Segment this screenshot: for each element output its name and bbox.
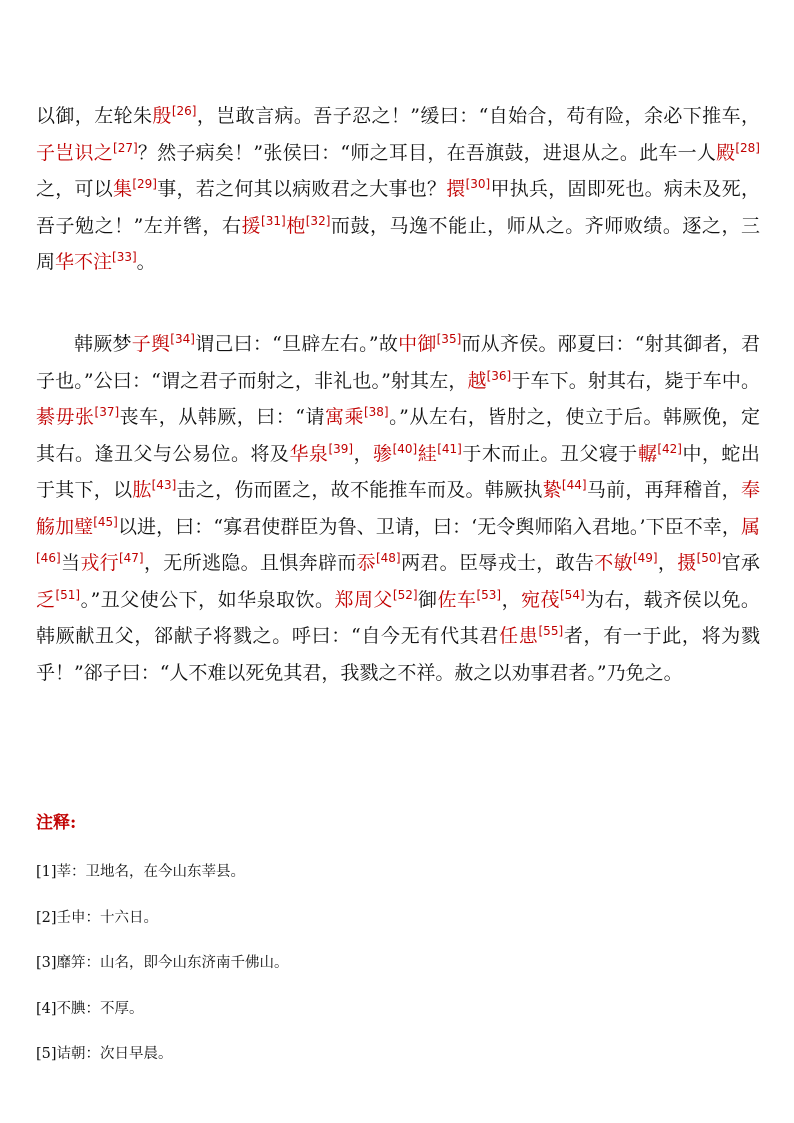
text-run: 于车下。射其右，毙于车中。 <box>511 369 760 392</box>
text-run: 以进，曰：“寡君使群臣为鲁、卫请，曰：‘无令舆师陷入君地。’下臣不幸， <box>117 515 741 538</box>
text-run: 。”从左右，皆肘之，使立于后。韩厥俛，定其右。逢丑父与公易位。将及 <box>36 406 760 465</box>
annotated-term: 援 <box>241 214 262 237</box>
text-run: 。 <box>136 251 156 273</box>
annotated-term: 寓乘 <box>324 406 364 428</box>
text-run: 甲执兵，固即死也。病未及死，吾子勉之！”左并辔，右 <box>36 178 760 237</box>
annotated-term: 絓 <box>417 442 438 465</box>
annotated-term: 骖 <box>373 442 393 465</box>
annotated-term: 枹 <box>285 214 306 237</box>
annotated-term: 子舆 <box>131 333 171 355</box>
footnote-marker: [41] <box>437 441 462 456</box>
footnote-marker: [32] <box>305 213 331 228</box>
text-run: 两君。臣辱戎士，敢告 <box>400 552 595 574</box>
annotated-term: 戎行 <box>80 552 119 574</box>
paragraph-1 <box>36 98 760 281</box>
text-run: ，岂敢言病。吾子忍之！”缓曰：“自始合，苟有险，余必下推车， <box>196 105 760 127</box>
annotated-term: 轏 <box>637 442 658 465</box>
footnote-marker: [49] <box>632 551 658 565</box>
footnote-marker: [54] <box>560 587 585 602</box>
footnote-marker: [47] <box>118 551 144 565</box>
annotated-term: 子岂识之 <box>36 141 114 164</box>
annotated-term: 絷 <box>542 479 562 501</box>
annotated-term: 集 <box>113 178 133 200</box>
text-run: 以御，左轮朱 <box>36 105 153 127</box>
note-item: [3]靡笄：山名，即今山东济南千佛山。 <box>36 955 289 971</box>
footnote-marker: [51] <box>55 587 81 602</box>
text-run: 事，若之何其以病败君之大事也？ <box>157 178 447 200</box>
text-run: 之，可以 <box>36 178 114 200</box>
annotated-term: 肱 <box>132 479 152 501</box>
footnote-marker: [36] <box>486 368 512 383</box>
footnote-marker: [26] <box>171 104 197 118</box>
footnote-marker: [53] <box>476 587 502 602</box>
annotated-term: 擐 <box>446 178 466 200</box>
annotated-term: 中御 <box>398 333 437 355</box>
text-run: ， <box>353 442 374 465</box>
annotated-term: 华泉 <box>289 442 329 465</box>
annotated-term: 奉觞加璧 <box>36 479 760 538</box>
footnote-marker: [52] <box>392 587 418 602</box>
footnote-marker: [42] <box>657 441 682 456</box>
footnote-marker: [31] <box>261 213 286 228</box>
text-run: 官承 <box>721 552 760 574</box>
text-run: 谓己曰：“旦辟左右。”故 <box>194 333 399 355</box>
note-item: [5]诘朝：次日早晨。 <box>36 1046 173 1062</box>
footnote-marker: [55] <box>538 624 564 638</box>
footnote-marker: [29] <box>132 177 157 191</box>
text-run: 当 <box>60 552 81 574</box>
annotated-term: 宛茷 <box>521 588 560 611</box>
footnote-marker: [40] <box>392 441 418 456</box>
paragraph-2 <box>36 326 760 691</box>
text-run: 于木而止。丑父寝于 <box>461 442 638 465</box>
footnote-marker: [48] <box>375 551 401 565</box>
footnote-marker: [38] <box>363 405 389 419</box>
text-run: 御 <box>417 588 438 611</box>
annotated-term: 乏 <box>36 588 56 611</box>
text-run: ， <box>657 552 678 574</box>
annotated-term: 越 <box>467 369 487 392</box>
annotated-term: 忝 <box>356 552 376 574</box>
text-run: 中，蛇出于其下，以 <box>36 442 760 501</box>
annotated-term: 佐车 <box>437 588 477 611</box>
text-run: 而鼓，马逸不能止，师从之。齐师败绩。逐之，三周 <box>36 214 760 273</box>
annotated-term: 任患 <box>499 625 539 647</box>
annotated-term: 殿 <box>716 141 736 164</box>
footnote-marker: [43] <box>151 478 177 492</box>
footnote-marker: [34] <box>170 332 195 346</box>
footnote-marker: [37] <box>94 405 120 419</box>
notes-list <box>36 862 289 1090</box>
text-run: ，无所逃隐。且惧奔辟而 <box>143 552 357 574</box>
footnote-marker: [50] <box>696 551 722 565</box>
annotated-term: 殷 <box>152 105 172 127</box>
footnote-marker: [44] <box>561 478 587 492</box>
text-run: ， <box>501 588 522 611</box>
footnote-marker: [30] <box>465 177 491 191</box>
text-run: ？然子病矣！”张侯曰：“师之耳目，在吾旗鼓，进退从之。此车一人 <box>137 141 717 164</box>
footnote-marker: [33] <box>112 250 137 264</box>
annotated-term: 綦毋张 <box>36 406 95 428</box>
footnote-marker: [35] <box>436 332 462 346</box>
text-run: 为右，载齐侯以免。 韩厥献丑父，郤献子将戮之。呼曰：“自今无有代其君 <box>36 588 760 647</box>
annotated-term: 华不注 <box>55 251 113 273</box>
footnote-marker: [46] <box>36 551 61 565</box>
note-item: [4]不腆：不厚。 <box>36 1000 144 1017</box>
annotated-term: 属 <box>740 515 760 538</box>
text-run: 击之，伤而匿之，故不能推车而及。韩厥执 <box>176 479 543 501</box>
text-run: 者，有一于此，将为戮乎！”郤子曰：“人不难以死免其君，我戮之不祥。赦之以劝事君者。”乃免之。 <box>36 625 760 684</box>
text-run: 韩厥梦 <box>74 333 132 355</box>
text-run: 。”丑父使公下，如华泉取饮。 <box>80 588 335 611</box>
note-item: [1]莘：卫地名，在今山东莘县。 <box>36 864 246 880</box>
annotated-term: 不敏 <box>594 552 633 574</box>
notes-title: 注释: <box>36 813 77 833</box>
text-run: 而从齐侯。邴夏曰：“射其御者，君子也。”公曰：“谓之君子而射之，非礼也。”射其左， <box>36 333 760 392</box>
annotated-term: 郑周父 <box>334 588 393 611</box>
footnote-marker: [27] <box>113 140 138 155</box>
text-run: 马前，再拜稽首， <box>586 479 741 501</box>
note-item: [2]壬申：十六日。 <box>36 909 159 926</box>
footnote-marker: [39] <box>328 441 354 456</box>
footnote-marker: [45] <box>93 514 118 529</box>
annotated-term: 摄 <box>677 552 697 574</box>
text-run: 丧车，从韩厥，曰：“请 <box>119 406 325 428</box>
footnote-marker: [28] <box>735 140 760 155</box>
